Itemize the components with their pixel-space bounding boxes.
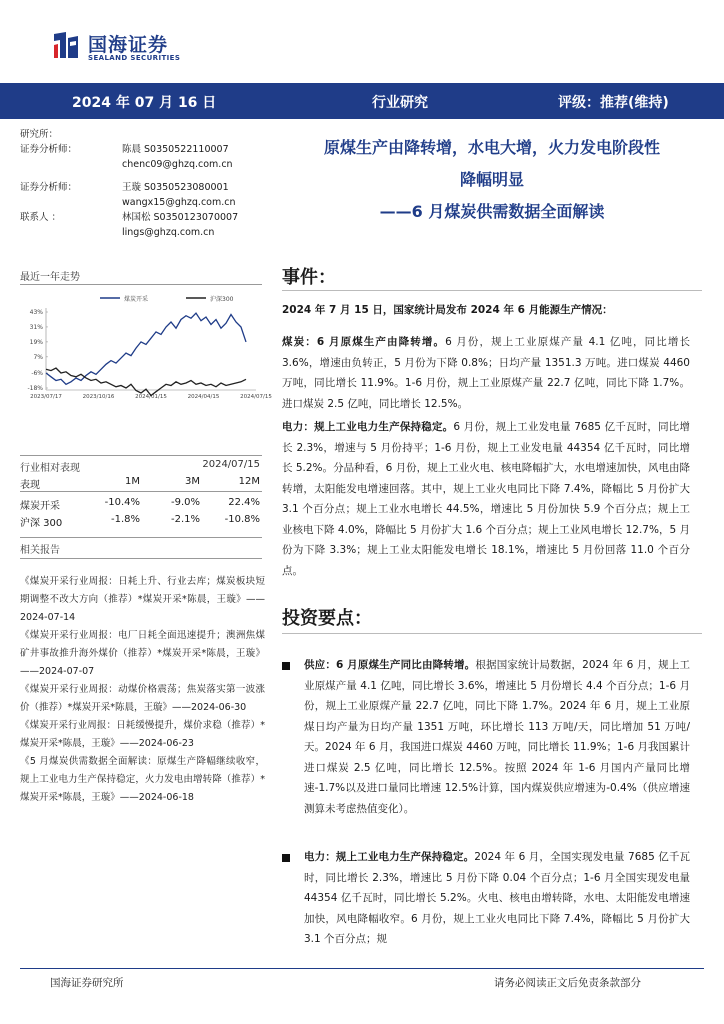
perf-top-divider xyxy=(20,455,262,456)
analyst-name: 王璇 S0350523080001 xyxy=(122,182,229,193)
x-tick-label: 2024/07/15 xyxy=(240,394,272,400)
performance-table xyxy=(20,474,262,529)
report-link[interactable]: 《煤炭开采行业周报：电厂日耗全面迅速提升；澳洲焦煤矿井事故推升海外煤价（推荐）*煤炭开采*陈晨，王璇》——2024-07-07 xyxy=(20,630,265,677)
invest-divider xyxy=(282,633,702,634)
table-header-row xyxy=(20,474,262,491)
analyst-role: 证券分析师： xyxy=(20,144,78,155)
col-header: 3M xyxy=(185,476,200,487)
header-bar xyxy=(0,83,724,119)
trend-divider xyxy=(20,284,262,285)
power-body: 6 月份，规上工业发电量 7685 亿千瓦时，同比增长 2.3%，增速与 5 月份持平；1-6 月份，规上工业发电量 44354 亿千瓦时，同比增长 5.2%。分品种看，6 月份，规上工业火电、核电降幅扩大，水电增速加快，风电由降转增，太阳能发电增速回落。其中，规上工业火电同比下降 7.4%，降幅比 5 月份扩大 3.1 个百分点；规上工业水电增长 44.5%，增速比 5 月份加快 5.9 个百分点；规上工业核电下降 4.0%，降幅比 5 月份扩大 1.6 个百分点；规上工业风电增长 12.7%，5 月份为下降 3.3%；规上工业太阳能发电增长 18.1%，增速比 5 月份回落 11.0 个百分点。 xyxy=(282,421,690,577)
report-title xyxy=(282,132,702,228)
table-row xyxy=(20,512,262,529)
cell-1m: -10.4% xyxy=(104,497,140,508)
reports-top-divider xyxy=(20,537,262,538)
title-line-2: 降幅明显 xyxy=(459,170,524,189)
brand-name-en: SEALAND SECURITIES xyxy=(88,54,181,62)
report-category: 行业研究 xyxy=(372,95,428,111)
sealand-logo-icon xyxy=(50,28,82,62)
bullet-square-icon xyxy=(282,662,290,670)
cell-12m: 22.4% xyxy=(228,497,260,508)
x-tick-label: 2024/01/15 xyxy=(135,394,167,400)
x-tick-label: 2023/10/16 xyxy=(82,394,115,400)
contact-name: 林国松 S0350123070007 xyxy=(122,212,239,223)
event-divider xyxy=(282,290,702,291)
cell-3m: -9.0% xyxy=(170,497,200,508)
bullet-square-icon xyxy=(282,854,290,862)
y-tick-label: 7% xyxy=(33,353,43,361)
trend-title: 最近一年走势 xyxy=(20,272,80,283)
title-line-3: ——6 月煤炭供需数据全面解读 xyxy=(379,202,605,221)
y-tick-label: 31% xyxy=(29,323,43,331)
legend-label: 煤炭开采 xyxy=(124,296,149,303)
table-divider xyxy=(20,491,262,492)
event-coal-paragraph xyxy=(282,332,690,414)
coal-body: 6 月份，规上工业原煤产量 4.1 亿吨，同比增长 3.6%，增速由负转正，5 月份为下降 0.8%；日均产量 1351.3 万吨。进口煤炭 4460 万吨，同比增长 11.9%。1-6 月份，规上工业原煤产量 22.7 亿吨，同比下降 1.7%。进口煤炭 2.5 亿吨，同比增长 12.5%。 xyxy=(282,336,690,410)
brand-logo xyxy=(50,26,190,66)
perf-date: 2024/07/15 xyxy=(202,459,260,470)
series-line xyxy=(46,313,246,384)
coal-lead: 煤炭：6 月原煤生产由降转增。 xyxy=(282,336,446,348)
col-header: 12M xyxy=(238,476,260,487)
legend-label: 沪深300 xyxy=(210,296,234,303)
contact-email[interactable]: lings@ghzq.com.cn xyxy=(122,227,215,238)
title-line-1: 原煤生产由降转增，水电大增，火力发电阶段性 xyxy=(323,138,660,157)
footer-institute: 国海证券研究所 xyxy=(50,977,124,989)
y-tick-label: -18% xyxy=(27,385,43,392)
report-link[interactable]: 《5 月煤炭供需数据全面解读：原煤生产降幅继续收窄，规上工业电力生产保持稳定，火力发电由增转降（推荐）*煤炭开采*陈晨，王璇》——2024-06-18 xyxy=(20,756,265,803)
contact-role: 联系人 ： xyxy=(20,212,62,223)
table-row xyxy=(20,495,262,512)
report-link[interactable]: 《煤炭开采行业周报：日耗上升、行业去库；煤炭板块短期调整不改大方向（推荐）*煤炭开采*陈晨，王璇》——2024-07-14 xyxy=(20,576,265,623)
footer-divider xyxy=(20,968,704,969)
report-date: 2024 年 07 月 16 日 xyxy=(72,95,217,111)
reports-title: 相关报告 xyxy=(20,545,60,556)
analyst-block xyxy=(20,127,270,240)
x-tick-label: 2024/04/15 xyxy=(187,394,220,400)
bullet-text xyxy=(304,847,690,950)
col-header: 表现 xyxy=(20,480,40,491)
bullet-text xyxy=(304,655,690,819)
report-link[interactable]: 《煤炭开采行业周报：动煤价格震荡；焦炭落实第一波涨价（推荐）*煤炭开采*陈晨，王璇》——2024-06-30 xyxy=(20,684,265,713)
power-lead: 电力：规上工业电力生产保持稳定。 xyxy=(282,421,454,433)
report-rating: 评级：推荐(维持) xyxy=(558,95,669,111)
brand-name-cn: 国海证券 xyxy=(88,34,169,56)
analyst-email[interactable]: chenc09@ghzq.com.cn xyxy=(122,159,233,170)
y-tick-label: 43% xyxy=(29,309,43,316)
trend-chart xyxy=(20,290,272,405)
series-line xyxy=(46,368,246,395)
y-tick-label: -6% xyxy=(31,370,43,378)
supply-lead: 供应：6 月原煤生产同比由降转增。 xyxy=(304,659,476,671)
power-point-lead: 电力：规上工业电力生产保持稳定。 xyxy=(304,851,475,863)
col-header: 1M xyxy=(125,476,140,487)
perf-title: 行业相对表现 xyxy=(20,463,80,474)
related-reports xyxy=(20,573,265,807)
analyst-name: 陈晨 S0350522110007 xyxy=(122,144,229,155)
event-power-paragraph xyxy=(282,417,690,581)
cell-1m: -1.8% xyxy=(110,514,140,525)
cell-3m: -2.1% xyxy=(170,514,200,525)
reports-divider xyxy=(20,558,262,559)
invest-heading: 投资要点： xyxy=(282,608,372,629)
analyst-role: 证券分析师： xyxy=(20,182,78,193)
cell-12m: -10.8% xyxy=(224,514,260,525)
row-name: 沪深 300 xyxy=(20,518,63,529)
analyst-email[interactable]: wangx15@ghzq.com.cn xyxy=(122,197,236,208)
row-name: 煤炭开采 xyxy=(20,501,60,512)
y-tick-label: 19% xyxy=(29,338,43,346)
event-intro: 2024 年 7 月 15 日，国家统计局发布 2024 年 6 月能源生产情况： xyxy=(282,304,613,316)
event-heading: 事件： xyxy=(282,267,336,288)
report-link[interactable]: 《煤炭开采行业周报：日耗缓慢提升，煤价求稳（推荐）*煤炭开采*陈晨，王璇》——2024-06-23 xyxy=(20,720,265,749)
supply-body: 根据国家统计局数据，2024 年 6 月，规上工业原煤产量 4.1 亿吨，同比增长 3.6%，增速比 5 月份增长 4.4 个百分点；1-6 月份，规上工业原煤产量 22.7 亿吨，同比下降 1.7%。2024 年 6 月，规上工业原煤日均产量为日均产量 1351 万吨，环比增长 113 万吨/天，同比增加 51 万吨/天。2024 年 6 月，我国进口煤炭 4460 万吨，同比增长 11.9%；1-6 月我国累计进口煤炭 2.5 亿吨，同比增长 12.5%。按照 2024 年 1-6 月国内产量同比增速-1.7%以及进口量同比增速 12.5%计算，国内煤炭供应增速为-0.4%（供应增速测算未考虑热值变化）。 xyxy=(304,659,690,815)
power-point-body: 2024 年 6 月，全国实现发电量 7685 亿千瓦时，同比增长 2.3%，增速比 5 月份下降 0.04 个百分点；1-6 月全国实现发电量 44354 亿千瓦时，同比增长 5.2%。火电、核电由增转降，水电、太阳能发电增速加快，风电降幅收窄。6 月份，规上工业火电同比下降 7.4%，降幅比 5 月份扩大 3.1 个百分点；规 xyxy=(304,851,691,945)
x-tick-label: 2023/07/17 xyxy=(30,394,62,400)
footer-disclaimer: 请务必阅读正文后免责条款部分 xyxy=(494,977,641,989)
institute-label: 研究所： xyxy=(20,129,59,140)
